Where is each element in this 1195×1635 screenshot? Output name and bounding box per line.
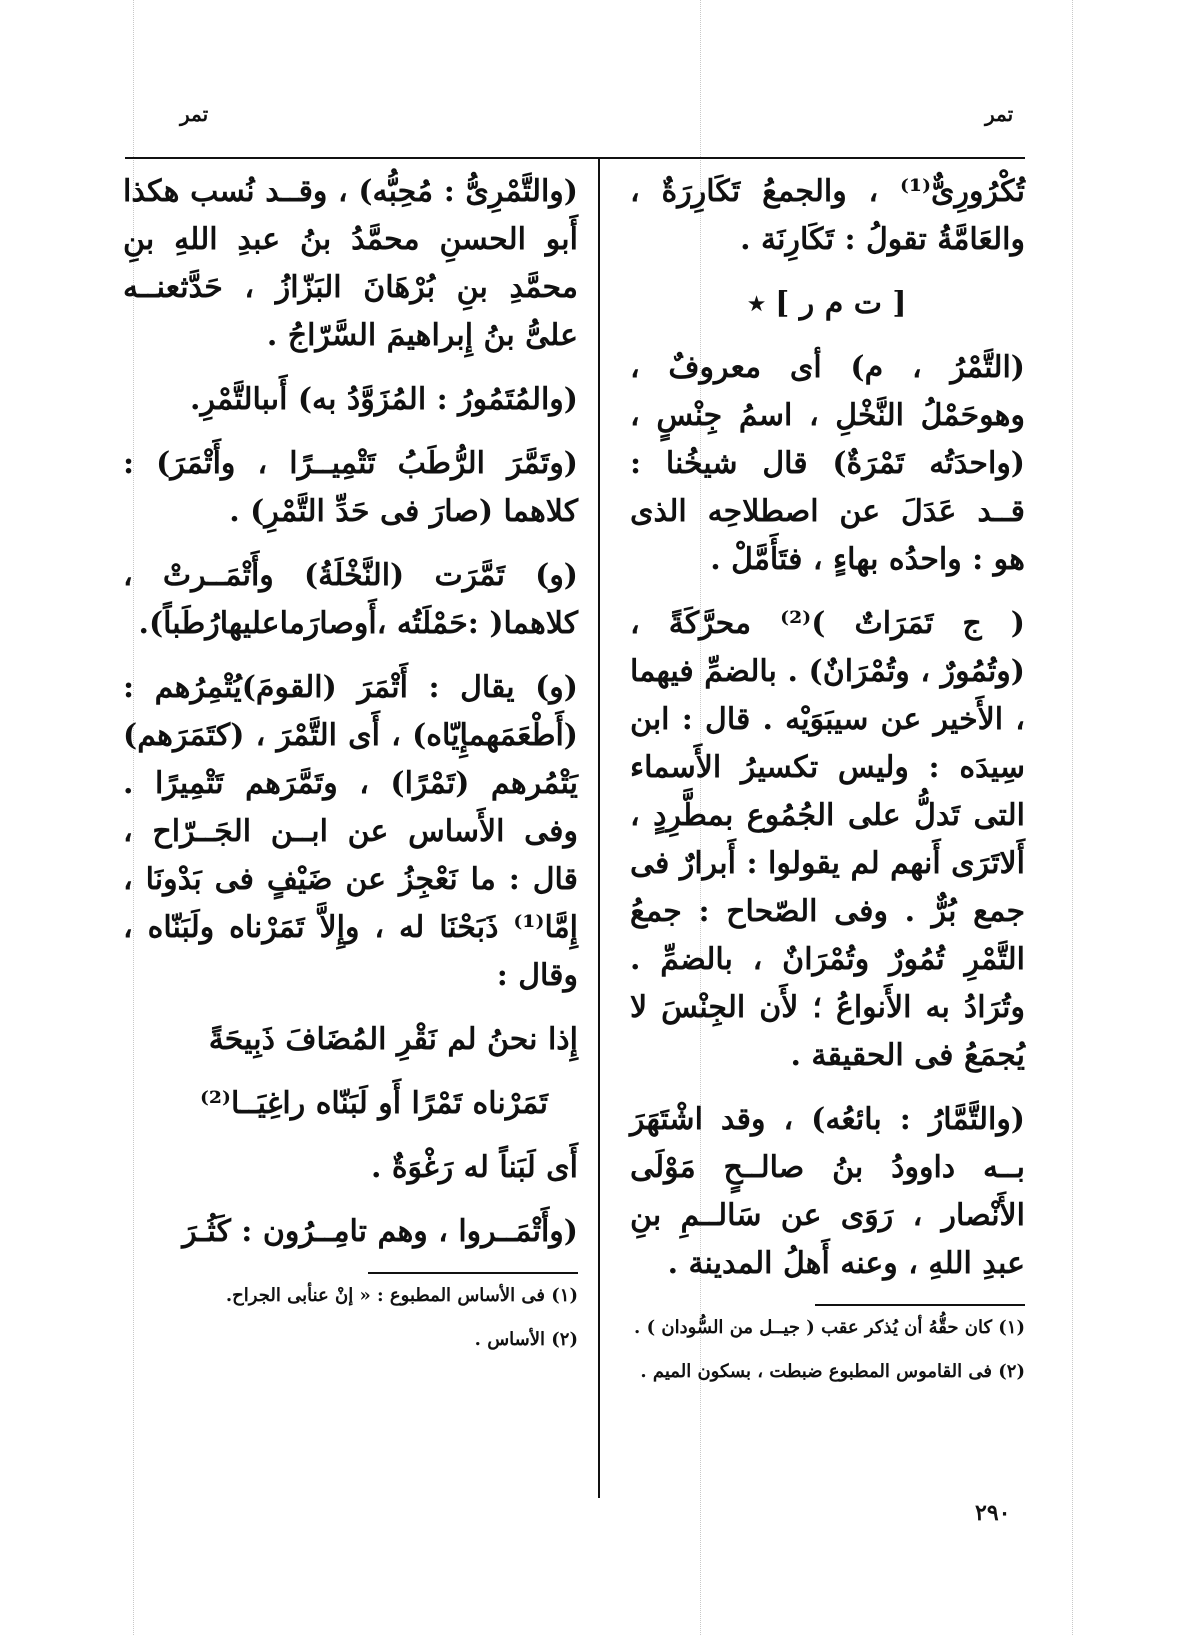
paragraph: أَى لَبَناً له رَغْوَةٌ . — [370, 1150, 578, 1185]
footnote: (٢) الأساس . — [474, 1329, 578, 1350]
verse-line: تَمَرْناه تَمْرًا أَو لَبَنّاه راغِيَــا⁽²⁾ — [199, 1086, 548, 1121]
column-divider — [598, 158, 600, 1498]
paragraph: (والمُتَمُورُ : المُزَوَّدُ به) أَىبالتَّمْرِ. — [190, 382, 578, 417]
scan-guide-line — [1072, 0, 1073, 1635]
header-rule — [125, 157, 1025, 159]
paragraph: (و) يقال : أَتْمَرَ (القومَ)يُتْمِرُهم : (أَطْعَمَهمإِيّاه) ، أَى التَّمْرَ ، (كتَمَرَهم) يَتْمُرهم (تَمْرًا) ، وتَمَّرَهم تَتْمِيرًا . وفى الأَساس عن ابــن الجَــرّاح ، قال : ما نَعْجِزُ عن ضَيْفٍ فى بَدْونَا ، إِمَّا⁽¹⁾ ذَبَحْنَا له ، وإِلاَّ تَمَرْناه ولَبَنّاه ، وقال : — [123, 670, 578, 993]
page-number: ٢٩٠ — [975, 1500, 1011, 1526]
left-column — [123, 168, 578, 1370]
footnote: (٢) فى القاموس المطبوع ضبطت ، بسكون الميم . — [640, 1361, 1025, 1382]
right-column — [630, 168, 1025, 1402]
paragraph: (و) تَمَّرَت (النَّخْلَةُ) وأَتْمَــرتْ ، كلاهما( :حَمْلَتُه ،أَوصارَماعليهارُطَباً). — [123, 558, 578, 641]
paragraph: ( ج تَمَرَاتٌ )⁽²⁾ محرَّكَةً ، (وتُمُورٌ ، وتُمْرَانٌ) . بالضمِّ فيهما ، الأَخير عن سيبَوَيْه . قال : ابن سِيدَه : وليس تكسيرُ الأَسماء التى تَدلُّ على الجُمُوع بمطَّرِدٍ ، أَلاتَرَى أَنهم لم يقولوا : أَبرارٌ فى جمع بُرٌّ . وفى الصّحاح : جمعُ التَّمْرِ تُمُورٌ وتُمْرَانٌ ، بالضمِّ . وتُرَادُ به الأَنواعُ ؛ لأَن الجِنْسَ لا يُجمَعُ فى الحقيقة . — [630, 606, 1025, 1073]
footnote: (١) كان حقُّهُ أن يُذكر عقب ( جيــل من السُّودان ) . — [634, 1317, 1025, 1338]
footnote-rule — [368, 1272, 578, 1274]
running-header-left: تمر — [180, 102, 209, 126]
paragraph: (والتَّمْرِىُّ : مُحِبُّه) ، وقــد نُسب هكذا أَبو الحسنِ محمَّدُ بنُ عبدِ اللهِ بنِ محمَّدِ بنِ بُرْهَانَ البَزّازُ ، حَدَّثعنــه علىُّ بنُ إِبراهيمَ السَّرّاجُ . — [123, 174, 578, 353]
paragraph: (وتَمَّرَ الرُّطَبُ تَتْمِيــرًا ، وأَتْمَرَ) : كلاهما (صارَ فى حَدِّ التَّمْرِ) . — [123, 446, 578, 529]
entry-heading: [ ت م ر ] ٭ — [748, 286, 907, 321]
footnote: (١) فى الأساس المطبوع : « إنْ عنأبى الجراح. — [225, 1285, 578, 1306]
running-header-right: تمر — [985, 102, 1014, 126]
verse-line: إِذا نحنُ لم نَقْرِ المُضَافَ ذَبِيحَةً — [208, 1022, 578, 1057]
paragraph: (والتَّمَّارُ : بائعُه) ، وقد اشْتَهَرَ بــه داوودُ بنُ صالــحٍ مَوْلَى الأَنْصار ، رَوَى عن سَالــمِ بنِ عبدِ اللهِ ، وعنه أَهلُ المدينة . — [630, 1102, 1025, 1281]
footnote-rule — [815, 1304, 1025, 1306]
paragraph: (التَّمْرُ ، م) أى معروفٌ ، وهوحَمْلُ النَّخْلِ ، اسمُ جِنْسٍ ، (واحدَتُه تَمْرَةٌ) قال شيخُنا : قــد عَدَلَ عن اصطلاحِه الذى هو : واحدُه بهاءٍ ، فتَأَمَّلْ . — [630, 350, 1025, 577]
paragraph: (وأَتْمَــروا ، وهم تامِــرُون : كَثُـرَ — [182, 1214, 578, 1249]
paragraph: تُكْرُورِىٌّ⁽¹⁾ ، والجمعُ تَكَارِرَةٌ ، والعَامَّةُ تقولُ : تَكَارِنَة . — [630, 174, 1025, 257]
